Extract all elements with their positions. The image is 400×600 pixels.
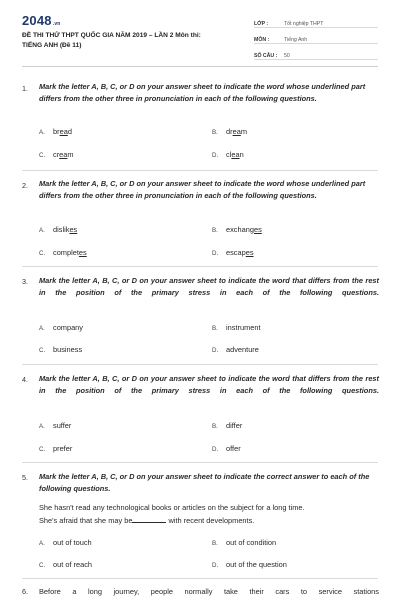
- option-text: cl: [226, 150, 232, 159]
- question-number: 4.: [22, 375, 28, 384]
- option-underline: es: [78, 248, 87, 257]
- option-b[interactable]: [212, 421, 242, 430]
- option-text: escap: [226, 248, 246, 257]
- question-instruction: Mark the letter A, B, C, or D on your answer sheet to indicate the word whose underlined part differs from the other three in pronunciation in each of the following questions.: [39, 82, 366, 103]
- option-letter: A.: [39, 540, 45, 547]
- question-number: 3.: [22, 277, 28, 286]
- option-text: adventure: [226, 345, 259, 354]
- option-a[interactable]: [39, 421, 71, 430]
- option-letter: D.: [212, 446, 219, 453]
- question-number: 2.: [22, 181, 28, 190]
- option-underline: es: [69, 225, 78, 234]
- option-c[interactable]: [39, 444, 72, 453]
- option-underline: es: [253, 225, 262, 234]
- option-text: cr: [53, 150, 60, 159]
- question-divider: [22, 578, 378, 579]
- option-letter: D.: [212, 562, 219, 569]
- option-text: differ: [226, 421, 243, 430]
- option-underline: es: [245, 248, 254, 257]
- header-divider: [22, 66, 378, 67]
- option-text: out of reach: [53, 560, 93, 569]
- option-text: complet: [53, 248, 79, 257]
- option-letter: D.: [212, 152, 219, 159]
- option-c[interactable]: [39, 560, 92, 569]
- question-stem: [39, 502, 379, 527]
- exam-title-line2: TIẾNG ANH (Đề 11): [22, 41, 82, 49]
- stem-before-blank: She's afraid that she may be: [39, 516, 133, 525]
- exam-title-line1: ĐỀ THI THỬ THPT QUỐC GIA NĂM 2019 – LẦN 2 Môn thi:: [22, 32, 201, 39]
- option-letter: B.: [212, 227, 218, 234]
- option-d[interactable]: [212, 444, 241, 453]
- option-letter: A.: [39, 129, 45, 136]
- option-b[interactable]: [212, 127, 247, 136]
- question-number: 1.: [22, 84, 28, 93]
- option-letter: A.: [39, 325, 45, 332]
- meta-subject: [254, 30, 378, 44]
- option-letter: B.: [212, 540, 218, 547]
- meta-count-value: 50: [284, 53, 290, 59]
- option-a[interactable]: [39, 323, 83, 332]
- option-text-end: n: [239, 150, 244, 159]
- option-c[interactable]: [39, 248, 87, 257]
- stem-line1: She hasn't read any technological books or articles on the subject for a long time.: [39, 503, 305, 512]
- meta-count-label: SỐ CÂU :: [254, 53, 278, 59]
- option-text: dr: [226, 127, 233, 136]
- exam-meta: [254, 14, 378, 62]
- option-d[interactable]: [212, 345, 259, 354]
- option-text-end: d: [67, 127, 72, 136]
- option-text-end: m: [67, 150, 74, 159]
- option-text: dislik: [53, 225, 70, 234]
- question-divider: [22, 266, 378, 267]
- option-text: prefer: [53, 444, 73, 453]
- stem-after-blank: with recent developments.: [166, 516, 255, 525]
- option-d[interactable]: [212, 150, 244, 159]
- question-divider: [22, 462, 378, 463]
- question-divider: [22, 170, 378, 171]
- option-letter: B.: [212, 423, 218, 430]
- page-header: [0, 0, 400, 68]
- option-text: suffer: [53, 421, 72, 430]
- option-text: out of condition: [226, 538, 277, 547]
- question-number: 6.: [22, 587, 28, 596]
- option-text: br: [53, 127, 60, 136]
- option-text-end: m: [240, 127, 247, 136]
- option-underline: ea: [231, 150, 240, 159]
- question-text: Before a long journey, people normally take their cars to service stations: [39, 587, 379, 596]
- option-a[interactable]: [39, 127, 72, 136]
- option-text: offer: [226, 444, 241, 453]
- meta-subject-value: Tiếng Anh: [284, 37, 308, 43]
- option-letter: C.: [39, 446, 46, 453]
- option-text: instrument: [226, 323, 261, 332]
- option-underline: ea: [59, 127, 68, 136]
- option-letter: D.: [212, 347, 219, 354]
- option-letter: C.: [39, 347, 46, 354]
- option-b[interactable]: [212, 225, 262, 234]
- option-a[interactable]: [39, 538, 92, 547]
- option-letter: B.: [212, 325, 218, 332]
- meta-count: [254, 46, 378, 60]
- option-text: company: [53, 323, 83, 332]
- option-letter: A.: [39, 227, 45, 234]
- option-d[interactable]: [212, 560, 287, 569]
- option-underline: ea: [232, 127, 241, 136]
- question-instruction: Mark the letter A, B, C, or D on your answer sheet to indicate the word whose underlined part differs from the other three in pronunciation in each of the following questions.: [39, 179, 366, 200]
- option-text: business: [53, 345, 83, 354]
- option-letter: C.: [39, 152, 46, 159]
- meta-class-label: LỚP :: [254, 21, 269, 27]
- stem-line2: [39, 514, 379, 527]
- question-divider: [22, 364, 378, 365]
- option-text: out of touch: [53, 538, 92, 547]
- option-c[interactable]: [39, 345, 82, 354]
- logo-sub: .vn: [52, 21, 61, 27]
- answer-blank: [132, 514, 166, 523]
- exam-title: [22, 31, 242, 50]
- question-instruction: Mark the letter A, B, C, or D on your answer sheet to indicate the correct answer to each of the following questions.: [39, 472, 370, 493]
- option-d[interactable]: [212, 248, 254, 257]
- option-letter: B.: [212, 129, 218, 136]
- option-letter: D.: [212, 250, 219, 257]
- option-b[interactable]: [212, 538, 276, 547]
- option-letter: C.: [39, 562, 46, 569]
- question-instruction: Mark the letter A, B, C, or D on your answer sheet to indicate the word that differs from the rest in the position of the primary stress in each of the following questions.: [39, 276, 379, 297]
- option-letter: A.: [39, 423, 45, 430]
- question-instruction: Mark the letter A, B, C, or D on your answer sheet to indicate the word that differs from the rest in the position of the primary stress in each of the following questions.: [39, 374, 379, 395]
- option-text: out of the question: [226, 560, 287, 569]
- question-number: 5.: [22, 473, 28, 482]
- meta-class: [254, 14, 378, 28]
- option-a[interactable]: [39, 225, 77, 234]
- site-logo[interactable]: [22, 13, 61, 28]
- option-text: exchang: [226, 225, 254, 234]
- meta-class-value: Tốt nghiệp THPT: [284, 21, 324, 27]
- option-c[interactable]: [39, 150, 74, 159]
- option-underline: ea: [59, 150, 68, 159]
- logo-main: 2048: [22, 13, 52, 28]
- option-letter: C.: [39, 250, 46, 257]
- meta-subject-label: MÔN :: [254, 37, 270, 43]
- option-b[interactable]: [212, 323, 261, 332]
